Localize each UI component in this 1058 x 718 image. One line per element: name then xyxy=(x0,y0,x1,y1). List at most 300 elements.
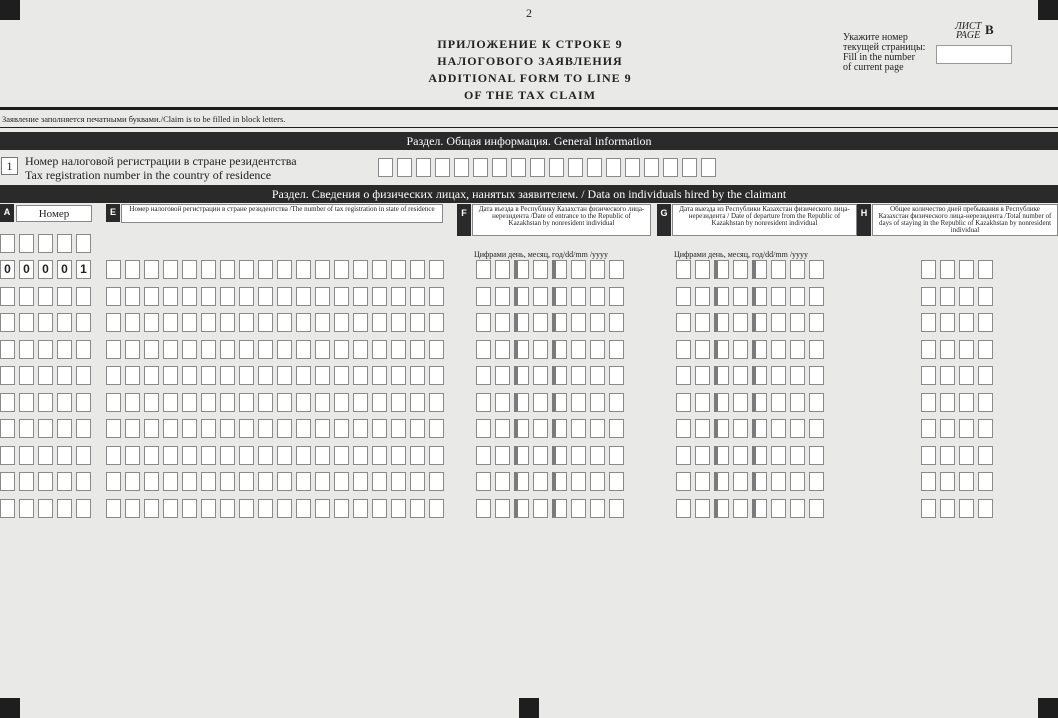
tax-number-cell[interactable] xyxy=(410,340,425,359)
departure-date-cell[interactable] xyxy=(809,419,824,438)
tax-number-cell[interactable] xyxy=(334,499,349,518)
entry-date-cell[interactable] xyxy=(533,393,548,412)
tax-number-cell[interactable] xyxy=(258,446,273,465)
entry-date-cell[interactable] xyxy=(533,340,548,359)
tax-number-cell[interactable] xyxy=(163,393,178,412)
tax-registration-cell[interactable] xyxy=(682,158,697,177)
number-cell[interactable] xyxy=(38,499,53,518)
departure-date-cell[interactable] xyxy=(733,287,748,306)
tax-number-cell[interactable] xyxy=(410,260,425,279)
tax-number-cell[interactable] xyxy=(391,446,406,465)
departure-date-cell[interactable] xyxy=(733,313,748,332)
entry-date-cell[interactable] xyxy=(514,260,529,279)
departure-date-cell[interactable] xyxy=(695,313,710,332)
tax-number-cell[interactable] xyxy=(391,472,406,491)
days-count-cell[interactable] xyxy=(940,366,955,385)
tax-registration-cell[interactable] xyxy=(625,158,640,177)
entry-date-cell[interactable] xyxy=(571,446,586,465)
tax-number-cell[interactable] xyxy=(334,287,349,306)
tax-number-cell[interactable] xyxy=(182,499,197,518)
number-cell[interactable] xyxy=(76,340,91,359)
departure-date-cell[interactable] xyxy=(771,446,786,465)
number-cell[interactable] xyxy=(0,393,15,412)
tax-number-cell[interactable] xyxy=(315,340,330,359)
entry-date-cell[interactable] xyxy=(514,313,529,332)
number-cell[interactable] xyxy=(0,499,15,518)
tax-number-cell[interactable] xyxy=(258,472,273,491)
number-cell[interactable] xyxy=(76,313,91,332)
days-count-cell[interactable] xyxy=(921,419,936,438)
tax-number-cell[interactable] xyxy=(353,260,368,279)
number-cell[interactable] xyxy=(0,340,15,359)
tax-number-cell[interactable] xyxy=(429,446,444,465)
tax-number-cell[interactable] xyxy=(239,313,254,332)
entry-date-cell[interactable] xyxy=(609,287,624,306)
tax-registration-cell[interactable] xyxy=(397,158,412,177)
days-count-cell[interactable] xyxy=(921,287,936,306)
tax-number-cell[interactable] xyxy=(163,340,178,359)
tax-number-cell[interactable] xyxy=(391,499,406,518)
tax-number-cell[interactable] xyxy=(429,366,444,385)
number-cell[interactable] xyxy=(19,366,34,385)
departure-date-cell[interactable] xyxy=(809,472,824,491)
entry-date-cell[interactable] xyxy=(476,366,491,385)
days-count-cell[interactable] xyxy=(940,340,955,359)
entry-date-cell[interactable] xyxy=(590,366,605,385)
departure-date-cell[interactable] xyxy=(771,260,786,279)
tax-number-cell[interactable] xyxy=(163,499,178,518)
departure-date-cell[interactable] xyxy=(676,499,691,518)
number-cell[interactable] xyxy=(38,446,53,465)
tax-number-cell[interactable] xyxy=(144,393,159,412)
departure-date-cell[interactable] xyxy=(809,313,824,332)
tax-number-cell[interactable] xyxy=(220,419,235,438)
departure-date-cell[interactable] xyxy=(733,340,748,359)
tax-number-cell[interactable] xyxy=(429,393,444,412)
entry-date-cell[interactable] xyxy=(514,393,529,412)
tax-number-cell[interactable] xyxy=(410,419,425,438)
tax-number-cell[interactable] xyxy=(125,499,140,518)
number-cell[interactable] xyxy=(19,419,34,438)
number-cell[interactable] xyxy=(76,419,91,438)
entry-date-cell[interactable] xyxy=(476,260,491,279)
tax-number-cell[interactable] xyxy=(125,366,140,385)
number-cell[interactable] xyxy=(57,234,72,253)
entry-date-cell[interactable] xyxy=(571,393,586,412)
departure-date-cell[interactable] xyxy=(676,393,691,412)
tax-number-cell[interactable] xyxy=(182,260,197,279)
days-count-cell[interactable] xyxy=(959,366,974,385)
days-count-cell[interactable] xyxy=(940,419,955,438)
departure-date-cell[interactable] xyxy=(695,366,710,385)
tax-number-cell[interactable] xyxy=(353,366,368,385)
tax-number-cell[interactable] xyxy=(334,260,349,279)
tax-number-cell[interactable] xyxy=(163,446,178,465)
days-count-cell[interactable] xyxy=(959,472,974,491)
number-cell[interactable] xyxy=(0,446,15,465)
departure-date-cell[interactable] xyxy=(771,393,786,412)
days-count-cell[interactable] xyxy=(940,446,955,465)
tax-number-cell[interactable] xyxy=(125,419,140,438)
tax-number-cell[interactable] xyxy=(315,499,330,518)
tax-number-cell[interactable] xyxy=(372,366,387,385)
tax-number-cell[interactable] xyxy=(144,287,159,306)
departure-date-cell[interactable] xyxy=(733,446,748,465)
departure-date-cell[interactable] xyxy=(676,313,691,332)
tax-number-cell[interactable] xyxy=(163,419,178,438)
departure-date-cell[interactable] xyxy=(695,340,710,359)
tax-number-cell[interactable] xyxy=(258,287,273,306)
number-cell[interactable] xyxy=(19,446,34,465)
departure-date-cell[interactable] xyxy=(714,287,729,306)
days-count-cell[interactable] xyxy=(921,340,936,359)
days-count-cell[interactable] xyxy=(978,340,993,359)
entry-date-cell[interactable] xyxy=(590,287,605,306)
tax-number-cell[interactable] xyxy=(182,287,197,306)
tax-number-cell[interactable] xyxy=(372,499,387,518)
tax-number-cell[interactable] xyxy=(144,446,159,465)
tax-number-cell[interactable] xyxy=(296,260,311,279)
tax-number-cell[interactable] xyxy=(106,393,121,412)
tax-number-cell[interactable] xyxy=(201,419,216,438)
tax-number-cell[interactable] xyxy=(315,472,330,491)
days-count-cell[interactable] xyxy=(940,313,955,332)
departure-date-cell[interactable] xyxy=(676,366,691,385)
number-cell[interactable] xyxy=(76,287,91,306)
tax-number-cell[interactable] xyxy=(201,393,216,412)
tax-registration-cell[interactable] xyxy=(701,158,716,177)
departure-date-cell[interactable] xyxy=(809,366,824,385)
tax-number-cell[interactable] xyxy=(391,393,406,412)
tax-number-cell[interactable] xyxy=(277,313,292,332)
departure-date-cell[interactable] xyxy=(790,419,805,438)
tax-number-cell[interactable] xyxy=(125,260,140,279)
tax-number-cell[interactable] xyxy=(315,366,330,385)
entry-date-cell[interactable] xyxy=(571,366,586,385)
number-cell[interactable]: 0 xyxy=(19,260,34,279)
entry-date-cell[interactable] xyxy=(552,472,567,491)
days-count-cell[interactable] xyxy=(921,366,936,385)
tax-number-cell[interactable] xyxy=(258,313,273,332)
days-count-cell[interactable] xyxy=(959,313,974,332)
number-cell[interactable] xyxy=(19,499,34,518)
tax-number-cell[interactable] xyxy=(220,340,235,359)
number-cell[interactable] xyxy=(57,313,72,332)
entry-date-cell[interactable] xyxy=(533,313,548,332)
tax-number-cell[interactable] xyxy=(353,446,368,465)
number-cell[interactable] xyxy=(19,234,34,253)
departure-date-cell[interactable] xyxy=(771,419,786,438)
entry-date-cell[interactable] xyxy=(609,499,624,518)
departure-date-cell[interactable] xyxy=(695,287,710,306)
departure-date-cell[interactable] xyxy=(771,499,786,518)
entry-date-cell[interactable] xyxy=(552,419,567,438)
days-count-cell[interactable] xyxy=(978,446,993,465)
days-count-cell[interactable] xyxy=(921,472,936,491)
tax-number-cell[interactable] xyxy=(239,366,254,385)
tax-number-cell[interactable] xyxy=(296,287,311,306)
entry-date-cell[interactable] xyxy=(495,419,510,438)
tax-number-cell[interactable] xyxy=(106,287,121,306)
entry-date-cell[interactable] xyxy=(590,499,605,518)
entry-date-cell[interactable] xyxy=(514,366,529,385)
departure-date-cell[interactable] xyxy=(714,340,729,359)
tax-number-cell[interactable] xyxy=(353,472,368,491)
tax-number-cell[interactable] xyxy=(144,419,159,438)
days-count-cell[interactable] xyxy=(940,260,955,279)
number-cell[interactable] xyxy=(38,340,53,359)
tax-number-cell[interactable] xyxy=(410,446,425,465)
tax-number-cell[interactable] xyxy=(106,313,121,332)
number-cell[interactable] xyxy=(19,393,34,412)
tax-number-cell[interactable] xyxy=(201,313,216,332)
tax-number-cell[interactable] xyxy=(106,260,121,279)
departure-date-cell[interactable] xyxy=(752,419,767,438)
days-count-cell[interactable] xyxy=(940,499,955,518)
entry-date-cell[interactable] xyxy=(476,499,491,518)
entry-date-cell[interactable] xyxy=(609,472,624,491)
entry-date-cell[interactable] xyxy=(609,446,624,465)
departure-date-cell[interactable] xyxy=(714,313,729,332)
entry-date-cell[interactable] xyxy=(571,499,586,518)
departure-date-cell[interactable] xyxy=(733,499,748,518)
departure-date-cell[interactable] xyxy=(771,313,786,332)
tax-registration-cell[interactable] xyxy=(511,158,526,177)
tax-number-cell[interactable] xyxy=(106,340,121,359)
days-count-cell[interactable] xyxy=(921,260,936,279)
number-cell[interactable] xyxy=(76,366,91,385)
tax-number-cell[interactable] xyxy=(201,499,216,518)
departure-date-cell[interactable] xyxy=(790,340,805,359)
tax-number-cell[interactable] xyxy=(201,260,216,279)
entry-date-cell[interactable] xyxy=(476,472,491,491)
number-cell[interactable] xyxy=(19,340,34,359)
tax-number-cell[interactable] xyxy=(353,340,368,359)
tax-number-cell[interactable] xyxy=(296,499,311,518)
tax-number-cell[interactable] xyxy=(144,260,159,279)
tax-number-cell[interactable] xyxy=(391,340,406,359)
entry-date-cell[interactable] xyxy=(495,260,510,279)
number-cell[interactable] xyxy=(76,499,91,518)
departure-date-cell[interactable] xyxy=(714,260,729,279)
entry-date-cell[interactable] xyxy=(533,366,548,385)
entry-date-cell[interactable] xyxy=(590,472,605,491)
tax-number-cell[interactable] xyxy=(163,472,178,491)
tax-number-cell[interactable] xyxy=(144,340,159,359)
departure-date-cell[interactable] xyxy=(714,393,729,412)
tax-number-cell[interactable] xyxy=(144,499,159,518)
tax-number-cell[interactable] xyxy=(334,313,349,332)
days-count-cell[interactable] xyxy=(921,499,936,518)
entry-date-cell[interactable] xyxy=(476,419,491,438)
entry-date-cell[interactable] xyxy=(571,340,586,359)
tax-number-cell[interactable] xyxy=(315,419,330,438)
departure-date-cell[interactable] xyxy=(771,340,786,359)
tax-number-cell[interactable] xyxy=(182,313,197,332)
tax-registration-cell[interactable] xyxy=(435,158,450,177)
days-count-cell[interactable] xyxy=(940,472,955,491)
departure-date-cell[interactable] xyxy=(790,472,805,491)
tax-number-cell[interactable] xyxy=(296,393,311,412)
departure-date-cell[interactable] xyxy=(714,472,729,491)
departure-date-cell[interactable] xyxy=(752,340,767,359)
entry-date-cell[interactable] xyxy=(609,313,624,332)
tax-number-cell[interactable] xyxy=(372,287,387,306)
tax-number-cell[interactable] xyxy=(429,340,444,359)
days-count-cell[interactable] xyxy=(959,393,974,412)
departure-date-cell[interactable] xyxy=(733,366,748,385)
tax-number-cell[interactable] xyxy=(220,313,235,332)
number-cell[interactable] xyxy=(57,287,72,306)
number-cell[interactable] xyxy=(38,234,53,253)
entry-date-cell[interactable] xyxy=(514,472,529,491)
tax-registration-cell[interactable] xyxy=(663,158,678,177)
days-count-cell[interactable] xyxy=(959,340,974,359)
tax-number-cell[interactable] xyxy=(239,472,254,491)
number-cell[interactable] xyxy=(19,313,34,332)
tax-registration-cell[interactable] xyxy=(492,158,507,177)
tax-number-cell[interactable] xyxy=(239,287,254,306)
entry-date-cell[interactable] xyxy=(514,499,529,518)
departure-date-cell[interactable] xyxy=(790,260,805,279)
tax-number-cell[interactable] xyxy=(391,366,406,385)
departure-date-cell[interactable] xyxy=(676,287,691,306)
tax-number-cell[interactable] xyxy=(391,287,406,306)
departure-date-cell[interactable] xyxy=(752,260,767,279)
tax-number-cell[interactable] xyxy=(106,499,121,518)
number-cell[interactable]: 0 xyxy=(57,260,72,279)
current-page-input[interactable] xyxy=(936,45,1012,64)
entry-date-cell[interactable] xyxy=(590,419,605,438)
departure-date-cell[interactable] xyxy=(809,393,824,412)
tax-number-cell[interactable] xyxy=(410,499,425,518)
departure-date-cell[interactable] xyxy=(695,472,710,491)
days-count-cell[interactable] xyxy=(959,260,974,279)
departure-date-cell[interactable] xyxy=(752,446,767,465)
days-count-cell[interactable] xyxy=(959,419,974,438)
tax-registration-cell[interactable] xyxy=(378,158,393,177)
entry-date-cell[interactable] xyxy=(590,446,605,465)
departure-date-cell[interactable] xyxy=(790,499,805,518)
entry-date-cell[interactable] xyxy=(552,340,567,359)
entry-date-cell[interactable] xyxy=(590,340,605,359)
tax-number-cell[interactable] xyxy=(220,366,235,385)
number-cell[interactable] xyxy=(0,366,15,385)
tax-number-cell[interactable] xyxy=(220,446,235,465)
tax-number-cell[interactable] xyxy=(372,419,387,438)
entry-date-cell[interactable] xyxy=(495,313,510,332)
tax-number-cell[interactable] xyxy=(296,472,311,491)
tax-number-cell[interactable] xyxy=(315,260,330,279)
tax-number-cell[interactable] xyxy=(163,366,178,385)
tax-registration-cell[interactable] xyxy=(454,158,469,177)
tax-number-cell[interactable] xyxy=(296,419,311,438)
departure-date-cell[interactable] xyxy=(809,340,824,359)
tax-number-cell[interactable] xyxy=(258,340,273,359)
departure-date-cell[interactable] xyxy=(733,419,748,438)
tax-registration-cell[interactable] xyxy=(644,158,659,177)
entry-date-cell[interactable] xyxy=(533,499,548,518)
days-count-cell[interactable] xyxy=(940,287,955,306)
number-cell[interactable] xyxy=(19,287,34,306)
tax-number-cell[interactable] xyxy=(429,419,444,438)
entry-date-cell[interactable] xyxy=(571,313,586,332)
number-cell[interactable] xyxy=(0,472,15,491)
entry-date-cell[interactable] xyxy=(571,472,586,491)
entry-date-cell[interactable] xyxy=(476,313,491,332)
days-count-cell[interactable] xyxy=(921,313,936,332)
number-cell[interactable] xyxy=(76,446,91,465)
number-cell[interactable] xyxy=(57,419,72,438)
tax-number-cell[interactable] xyxy=(239,393,254,412)
tax-number-cell[interactable] xyxy=(315,313,330,332)
days-count-cell[interactable] xyxy=(921,393,936,412)
days-count-cell[interactable] xyxy=(959,446,974,465)
tax-number-cell[interactable] xyxy=(429,260,444,279)
tax-number-cell[interactable] xyxy=(277,419,292,438)
tax-number-cell[interactable] xyxy=(296,340,311,359)
departure-date-cell[interactable] xyxy=(809,499,824,518)
tax-number-cell[interactable] xyxy=(334,419,349,438)
tax-number-cell[interactable] xyxy=(315,393,330,412)
departure-date-cell[interactable] xyxy=(676,260,691,279)
tax-number-cell[interactable] xyxy=(182,472,197,491)
number-cell[interactable] xyxy=(57,446,72,465)
tax-number-cell[interactable] xyxy=(296,366,311,385)
tax-number-cell[interactable] xyxy=(277,366,292,385)
departure-date-cell[interactable] xyxy=(733,393,748,412)
tax-number-cell[interactable] xyxy=(239,499,254,518)
number-cell[interactable] xyxy=(38,472,53,491)
tax-number-cell[interactable] xyxy=(144,313,159,332)
entry-date-cell[interactable] xyxy=(533,472,548,491)
entry-date-cell[interactable] xyxy=(552,393,567,412)
tax-number-cell[interactable] xyxy=(372,446,387,465)
departure-date-cell[interactable] xyxy=(676,446,691,465)
number-cell[interactable] xyxy=(57,366,72,385)
departure-date-cell[interactable] xyxy=(809,287,824,306)
entry-date-cell[interactable] xyxy=(552,446,567,465)
tax-number-cell[interactable] xyxy=(353,313,368,332)
departure-date-cell[interactable] xyxy=(752,472,767,491)
entry-date-cell[interactable] xyxy=(533,260,548,279)
entry-date-cell[interactable] xyxy=(533,419,548,438)
departure-date-cell[interactable] xyxy=(809,446,824,465)
tax-number-cell[interactable] xyxy=(296,313,311,332)
number-cell[interactable] xyxy=(0,419,15,438)
tax-number-cell[interactable] xyxy=(334,472,349,491)
entry-date-cell[interactable] xyxy=(495,393,510,412)
tax-number-cell[interactable] xyxy=(182,419,197,438)
number-cell[interactable]: 0 xyxy=(38,260,53,279)
tax-number-cell[interactable] xyxy=(372,472,387,491)
departure-date-cell[interactable] xyxy=(733,260,748,279)
departure-date-cell[interactable] xyxy=(676,419,691,438)
tax-number-cell[interactable] xyxy=(353,419,368,438)
tax-number-cell[interactable] xyxy=(220,393,235,412)
tax-number-cell[interactable] xyxy=(429,287,444,306)
departure-date-cell[interactable] xyxy=(752,287,767,306)
tax-number-cell[interactable] xyxy=(201,287,216,306)
tax-number-cell[interactable] xyxy=(372,393,387,412)
number-cell[interactable] xyxy=(57,393,72,412)
tax-number-cell[interactable] xyxy=(258,499,273,518)
entry-date-cell[interactable] xyxy=(552,366,567,385)
number-cell[interactable] xyxy=(38,419,53,438)
entry-date-cell[interactable] xyxy=(590,393,605,412)
tax-number-cell[interactable] xyxy=(353,393,368,412)
departure-date-cell[interactable] xyxy=(676,472,691,491)
